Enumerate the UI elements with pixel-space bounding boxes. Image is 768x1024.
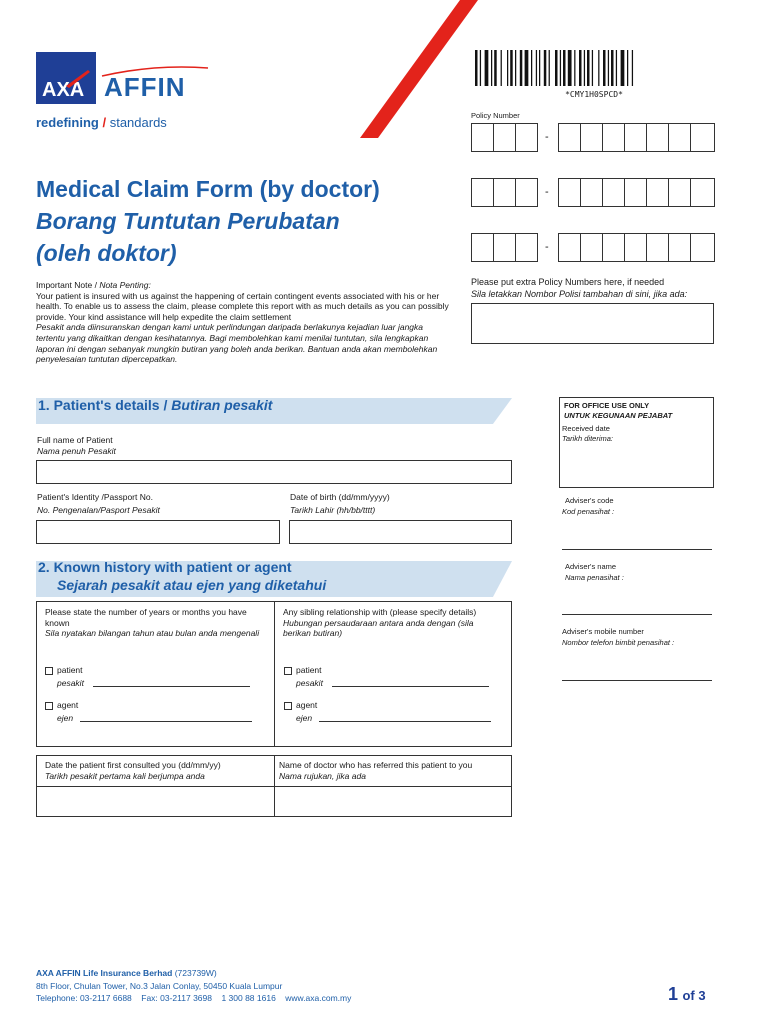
first-consult-label-en: Date the patient first consulted you (dd/mm/yy) xyxy=(45,760,221,770)
policy-digit-box[interactable] xyxy=(558,123,581,152)
left-patient-line[interactable] xyxy=(93,686,250,687)
footer-company-reg: (723739W) xyxy=(172,968,217,978)
policy-digit-box[interactable] xyxy=(580,233,603,262)
policy-digit-box[interactable] xyxy=(646,233,669,262)
important-note xyxy=(36,280,454,365)
footer-company-name: AXA AFFIN Life Insurance Berhad xyxy=(36,968,173,978)
policy-digit-box[interactable] xyxy=(690,178,715,207)
adviser-mobile-line[interactable] xyxy=(562,680,712,681)
note-heading-en: Important Note / xyxy=(36,280,100,290)
left-agent-checkbox[interactable] xyxy=(45,702,53,710)
adviser-mobile-label-ms: Nombor telefon bimbit penasihat : xyxy=(562,638,675,647)
policy-digit-box[interactable] xyxy=(471,233,494,262)
policy-digit-box[interactable] xyxy=(558,233,581,262)
page-of: of 3 xyxy=(682,988,706,1003)
barcode-bar xyxy=(555,50,558,86)
policy-number-label: Policy Number xyxy=(471,111,520,120)
right-patient-line[interactable] xyxy=(332,686,489,687)
id-field[interactable] xyxy=(36,520,280,544)
barcode-bar xyxy=(491,50,492,86)
axa-logo-icon xyxy=(36,52,96,104)
policy-digit-box[interactable] xyxy=(624,233,647,262)
note-en: Your patient is insured with us against the happening of certain contingent events associated with his or her health. To enable us to assess the claim, please complete this report with as much details as you can possibly provide. Your kind assistance will help expedite the claim settlement xyxy=(36,290,449,322)
barcode-bar xyxy=(501,50,502,86)
barcode-bar xyxy=(536,50,537,86)
barcode-bar xyxy=(520,50,523,86)
barcode-bar xyxy=(587,50,590,86)
referred-label-ms: Nama rujukan, jika ada xyxy=(279,771,366,781)
barcode-bar xyxy=(632,50,633,86)
barcode-bar xyxy=(494,50,497,86)
tagline: redefining / standards xyxy=(36,115,167,130)
policy-digit-box[interactable] xyxy=(690,233,715,262)
footer-web: www.axa.com.my xyxy=(285,993,352,1003)
policy-digit-box[interactable] xyxy=(471,123,494,152)
received-label-ms: Tarikh diterima: xyxy=(562,434,613,443)
barcode-bar xyxy=(584,50,585,86)
barcode-bar xyxy=(579,50,582,86)
referred-label-en: Name of doctor who has referred this patient to you xyxy=(279,760,473,770)
right-agent-line[interactable] xyxy=(319,721,491,722)
left-patient-ms: pesakit xyxy=(57,678,84,688)
policy-digit-box[interactable] xyxy=(668,123,691,152)
barcode-bar xyxy=(608,50,609,86)
adviser-name-label-en: Adviser's name xyxy=(565,562,617,571)
barcode-bar xyxy=(603,50,606,86)
red-diagonal-stripe xyxy=(360,0,480,140)
extra-policy-label-en: Please put extra Policy Numbers here, if needed xyxy=(471,277,665,287)
adviser-code-label-ms: Kod penasihat : xyxy=(562,507,615,516)
barcode-bar xyxy=(574,50,575,86)
dob-field[interactable] xyxy=(289,520,512,544)
fullname-label-ms: Nama penuh Pesakit xyxy=(37,446,116,456)
known-left-ms: Sila nyatakan bilangan tahun atau bulan anda mengenali xyxy=(45,628,260,638)
barcode-bar xyxy=(510,50,513,86)
barcode-bar xyxy=(507,50,508,86)
extra-policy-label-ms: Sila letakkan Nombor Polisi tambahan di sini, jika ada: xyxy=(471,289,688,299)
right-agent-ms: ejen xyxy=(296,713,313,723)
policy-digit-box[interactable] xyxy=(515,178,538,207)
barcode-bar xyxy=(475,50,478,86)
section1-title-en: 1. Patient's details / xyxy=(38,397,172,413)
footer-hotline: 1 300 88 1616 xyxy=(221,993,276,1003)
barcode-bar xyxy=(563,50,566,86)
first-consult-label-ms: Tarikh pesakit pertama kali berjumpa anda xyxy=(45,771,205,781)
policy-digit-box[interactable] xyxy=(515,123,538,152)
office-title-en: FOR OFFICE USE ONLY xyxy=(564,401,650,410)
referred-field[interactable] xyxy=(275,787,511,816)
first-consult-field[interactable] xyxy=(37,787,273,816)
right-agent-checkbox[interactable] xyxy=(284,702,292,710)
footer-tel: Telephone: 03-2117 6688 xyxy=(36,993,132,1003)
adviser-code-label-en: Adviser's code xyxy=(565,496,614,505)
policy-digit-box[interactable] xyxy=(624,178,647,207)
policy-dash: - xyxy=(545,241,549,253)
barcode-bar xyxy=(485,50,489,86)
policy-digit-box[interactable] xyxy=(602,123,625,152)
policy-digit-box[interactable] xyxy=(602,233,625,262)
left-agent-label: agent xyxy=(57,700,79,710)
adviser-code-line[interactable] xyxy=(562,549,712,550)
page-indicator xyxy=(668,984,706,1005)
fullname-label-en: Full name of Patient xyxy=(37,435,113,445)
tagline-standards: standards xyxy=(109,115,167,130)
known-left xyxy=(45,607,260,639)
footer-address: 8th Floor, Chulan Tower, No.3 Jalan Conlay, 50450 Kuala Lumpur xyxy=(36,981,283,991)
footer-fax: Fax: 03-2117 3698 xyxy=(141,993,212,1003)
barcode-bar xyxy=(525,50,529,86)
left-patient-label: patient xyxy=(57,665,83,675)
policy-digit-box[interactable] xyxy=(668,233,691,262)
policy-digit-box[interactable] xyxy=(558,178,581,207)
right-patient-option[interactable] xyxy=(284,665,322,676)
policy-dash: - xyxy=(545,131,549,143)
right-agent-label: agent xyxy=(296,700,318,710)
left-patient-checkbox[interactable] xyxy=(45,667,53,675)
policy-digit-box[interactable] xyxy=(646,178,669,207)
adviser-name-label-ms: Nama penasihat : xyxy=(565,573,624,582)
note-heading-ms: Nota Penting: xyxy=(99,280,151,290)
barcode-bar xyxy=(515,50,516,86)
policy-digit-box[interactable] xyxy=(580,123,603,152)
barcode-bar xyxy=(539,50,540,86)
fullname-field[interactable] xyxy=(36,460,512,484)
barcode-bar xyxy=(621,50,625,86)
barcode-bar xyxy=(568,50,572,86)
affin-logo-swoosh xyxy=(100,62,210,78)
barcode-bar xyxy=(531,50,532,86)
barcode-bar xyxy=(549,50,550,86)
barcode-bar xyxy=(560,50,561,86)
received-label-en: Received date xyxy=(562,424,610,433)
known-right xyxy=(283,607,498,639)
policy-digit-box[interactable] xyxy=(690,123,715,152)
barcode-bar xyxy=(592,50,593,86)
adviser-name-line[interactable] xyxy=(562,614,712,615)
dob-label-en: Date of birth (dd/mm/yyyy) xyxy=(290,492,390,502)
title-ms-1: Borang Tuntutan Perubatan xyxy=(36,208,340,234)
policy-digit-box[interactable] xyxy=(580,178,603,207)
policy-dash: - xyxy=(545,186,549,198)
known-right-ms: Hubungan persaudaraan antara anda dengan (sila berikan butiran) xyxy=(283,617,474,638)
left-patient-option[interactable] xyxy=(45,665,83,676)
policy-digit-box[interactable] xyxy=(471,178,494,207)
dob-label-ms: Tarikh Lahir (hh/bb/tttt) xyxy=(290,505,376,515)
policy-digit-box[interactable] xyxy=(668,178,691,207)
left-agent-ms: ejen xyxy=(57,713,74,723)
note-heading xyxy=(36,280,454,291)
page-number: 1 xyxy=(668,984,679,1004)
known-left-en: Please state the number of years or months you have known xyxy=(45,607,247,628)
footer-company xyxy=(36,968,217,978)
left-agent-option[interactable] xyxy=(45,700,78,711)
policy-digit-box[interactable] xyxy=(624,123,647,152)
barcode-bar xyxy=(544,50,547,86)
office-title-ms: UNTUK KEGUNAAN PEJABAT xyxy=(564,411,673,420)
policy-digit-box[interactable] xyxy=(493,178,516,207)
section2-title-ms: Sejarah pesakit atau ejen yang diketahui xyxy=(57,577,327,593)
policy-digit-box[interactable] xyxy=(646,123,669,152)
policy-digit-box[interactable] xyxy=(515,233,538,262)
title-ms-2: (oleh doktor) xyxy=(36,240,177,266)
barcode-text: *CMY1H0SPCD* xyxy=(565,90,623,99)
footer-contact xyxy=(36,993,351,1003)
section1-title-ms: Butiran pesakit xyxy=(171,397,273,413)
right-agent-option[interactable] xyxy=(284,700,317,711)
tagline-redefining: redefining xyxy=(36,115,99,130)
known-right-en: Any sibling relationship with (please specify details) xyxy=(283,607,477,617)
adviser-mobile-label-en: Adviser's mobile number xyxy=(562,627,644,636)
policy-digit-box[interactable] xyxy=(602,178,625,207)
axa-logo xyxy=(36,52,96,104)
affin-logo-text: AFFIN xyxy=(104,72,186,102)
barcode-bar xyxy=(598,50,599,86)
left-agent-line[interactable] xyxy=(80,721,252,722)
policy-digit-box[interactable] xyxy=(493,233,516,262)
title-en: Medical Claim Form (by doctor) xyxy=(36,176,380,202)
extra-policy-field[interactable] xyxy=(471,303,714,344)
barcode-bar xyxy=(480,50,481,86)
section2-title-en: 2. Known history with patient or agent xyxy=(38,559,292,575)
axa-logo-text: AXA xyxy=(42,79,85,101)
barcode-bar xyxy=(627,50,628,86)
right-patient-ms: pesakit xyxy=(296,678,323,688)
id-label-ms: No. Pengenalan/Pasport Pesakit xyxy=(37,505,160,515)
right-patient-label: patient xyxy=(296,665,322,675)
id-label-en: Patient's Identity /Passport No. xyxy=(37,492,153,502)
barcode-bar xyxy=(611,50,614,86)
barcode xyxy=(475,50,713,90)
note-ms: Pesakit anda diinsuranskan dengan kami untuk perlindungan daripada berlakunya kejadian luar jangka tertentu yang dikaitkan dengan kesihatannya. Bagi membolehkan kami menilai tuntutan, sila lengkapkan laporan ini dengan sebanyak mungkin butiran yang boleh anda berikan. Bantuan anda akan membolehkan penyelesaian tuntutan dipercepatkan. xyxy=(36,322,438,365)
history-divider xyxy=(274,601,275,747)
right-patient-checkbox[interactable] xyxy=(284,667,292,675)
barcode-bar xyxy=(616,50,617,86)
policy-digit-box[interactable] xyxy=(493,123,516,152)
section1-title xyxy=(38,397,272,413)
